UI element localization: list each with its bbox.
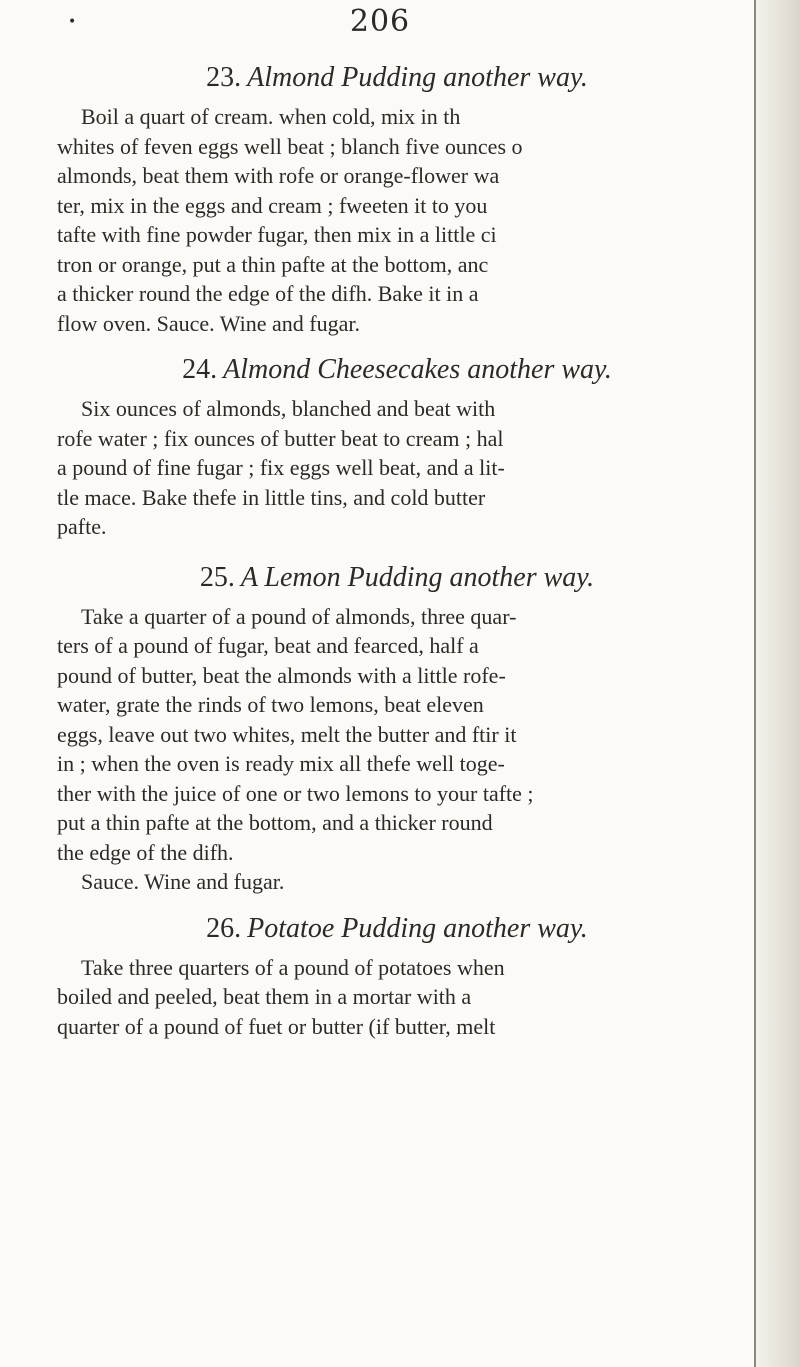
text-line: tron or orange, put a thin pafte at the bottom, anc [57, 251, 489, 277]
text-line: water, grate the rinds of two lemons, beat eleven [57, 692, 484, 717]
recipe-heading [57, 350, 757, 390]
text-line: ther with the juice of one or two lemons to your tafte ; [57, 780, 534, 806]
adjacent-page-edge [754, 0, 800, 1367]
recipe-body [57, 953, 757, 1042]
page-text [57, 58, 757, 1041]
recipe-title: Potatoe Pudding another way. [247, 912, 588, 944]
text-line: Six ounces of almonds, blanched and beat with [81, 396, 496, 421]
recipe-24 [57, 350, 757, 542]
text-line: almonds, beat them with rofe or orange-flower wa [57, 163, 500, 188]
recipe-heading [57, 909, 757, 949]
text-line: flow oven. Sauce. Wine and fugar. [57, 310, 360, 336]
text-line: rofe water ; fix ounces of butter beat to cream ; hal [57, 425, 504, 451]
text-line: pafte. [57, 514, 107, 539]
recipe-title: Almond Cheesecakes another way. [223, 354, 612, 385]
recipe-body [57, 394, 757, 542]
recipe-heading [57, 58, 757, 98]
recipe-25 [57, 558, 757, 897]
recipe-number: 25. [199, 561, 235, 593]
page-number: 206 [349, 4, 411, 39]
recipe-body [57, 602, 757, 897]
recipe-title: Almond Pudding another way. [247, 62, 588, 93]
text-line: eggs, leave out two whites, melt the butter and ftir it [57, 721, 517, 747]
recipe-number: 26. [206, 912, 242, 944]
recipe-body [57, 102, 757, 338]
recipe-number: 24. [182, 354, 218, 385]
text-line: tle mace. Bake thefe in little tins, and cold butter [57, 484, 486, 510]
recipe-sauce: Sauce. Wine and fugar. [81, 869, 285, 894]
text-line: put a thin pafte at the bottom, and a thicker round [57, 810, 493, 835]
recipe-26 [57, 909, 757, 1042]
page-mark: • [68, 14, 77, 30]
text-line: ter, mix in the eggs and cream ; fweeten it to you [57, 192, 488, 218]
recipe-number: 23. [206, 62, 242, 93]
text-line: ters of a pound of fugar, beat and fearced, half a [57, 633, 479, 658]
recipe-23 [57, 58, 757, 338]
text-line: Take a quarter of a pound of almonds, three quar- [81, 603, 517, 629]
text-line: a pound of fine fugar ; fix eggs well beat, and a lit- [57, 455, 505, 480]
recipe-heading [57, 558, 757, 598]
text-line: quarter of a pound of fuet or butter (if butter, melt [57, 1013, 496, 1039]
text-line: Take three quarters of a pound of potatoes when [81, 954, 505, 980]
text-line: whites of feven eggs well beat ; blanch five ounces o [57, 133, 523, 159]
text-line: Boil a quart of cream. when cold, mix in th [81, 104, 461, 129]
text-line: tafte with fine powder fugar, then mix in a little ci [57, 222, 497, 247]
text-line: a thicker round the edge of the difh. Bake it in a [57, 281, 479, 306]
text-line: the edge of the difh. [57, 839, 234, 865]
recipe-title: A Lemon Pudding another way. [240, 561, 595, 593]
text-line: pound of butter, beat the almonds with a little rofe- [57, 662, 506, 688]
text-line: in ; when the oven is ready mix all thefe well toge- [57, 751, 505, 776]
text-line: boiled and peeled, beat them in a mortar with a [57, 984, 472, 1009]
